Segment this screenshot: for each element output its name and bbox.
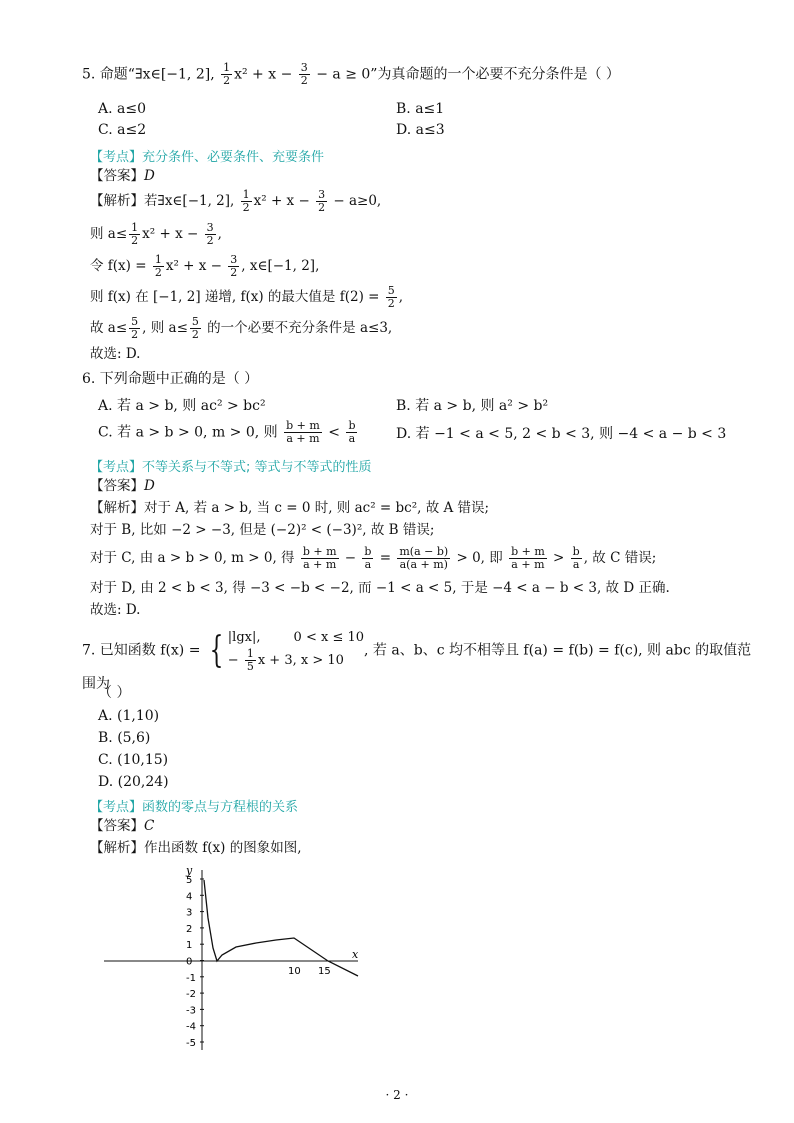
fraction-den: 2 [206,234,214,247]
jiexi-tag: 【解析】 [90,500,144,516]
q5-answer [90,166,155,186]
fraction-den: 2 [131,234,139,247]
fraction [245,648,256,673]
text: x² + x − [142,226,203,242]
text: , 故 C 错误; [583,550,657,566]
y-tick-label: 2 [186,923,193,935]
fraction-num: 1 [154,253,162,266]
fraction-den: a(a + m) [399,558,448,571]
answer-value: C [144,818,155,834]
y-tick-label: -5 [186,1038,196,1049]
fraction-den: a + m [303,558,337,571]
y-tick-label: 3 [186,907,193,919]
fraction [397,546,450,571]
text: 令 f(x) = [90,258,151,274]
case-1: |lgx|, 0 < x ≤ 10 [227,630,365,645]
q6-option-d: D. 若 −1 < a < 5, 2 < b < 3, 则 −4 < a − b < 3 [396,426,727,442]
jiexi-tag: 【解析】 [90,193,144,209]
q6-jiexi-line: 故选: D. [90,602,141,618]
fraction-den: 2 [300,74,308,87]
fraction-den: a + m [286,432,320,445]
fraction-num: b [364,545,372,558]
q6-option-a: A. 若 a > b, 则 ac² > bc² [98,398,266,414]
fraction-num: b + m [511,545,545,558]
text: 的一个必要不充分条件是 a≤3, [202,320,393,336]
fraction-den: a + m [511,558,545,571]
fraction-num: 5 [191,315,199,328]
text: 则 a≤ [90,226,128,242]
fraction-den: a [364,558,372,571]
q6-jiexi-line: 对于 B, 比如 −2 > −3, 但是 (−2)² < (−3)², 故 B 错误; [90,522,435,538]
q6-option-b: B. 若 a > b, 则 a² > b² [396,398,549,414]
brace: { [209,629,224,671]
q5-jiexi-line [90,189,381,214]
q5-stem [82,62,762,87]
q7-answer [90,816,154,836]
fraction-num: 3 [300,61,308,74]
answer-tag: 【答案】 [90,168,144,184]
fraction [205,222,216,247]
text: , x∈[−1, 2], [241,258,320,274]
text: − [340,550,361,566]
kaodian-text: 充分条件、必要条件、充要条件 [142,150,325,165]
answer-tag: 【答案】 [90,818,144,834]
jiexi-tag: 【解析】 [90,840,144,856]
text: , [217,226,222,242]
fraction-den: 2 [318,201,326,214]
fraction-num: b [572,545,580,558]
fraction [571,546,582,571]
fraction [129,316,140,341]
y-tick-label: 0 [186,956,193,968]
q7-jiexi-line [90,838,302,858]
q6-stem: 6. 下列命题中正确的是（ ） [82,371,259,387]
y-tick-label: 5 [186,875,193,886]
text: − a≥0, [329,193,382,209]
q5-option-c: C. a≤2 [98,122,147,138]
function-curve [204,880,358,976]
q6-jiexi-line [90,546,656,571]
piecewise-cases [228,628,364,673]
fraction [386,285,397,310]
q6-kaodian [90,456,372,475]
kaodian-tag: 【考点】 [90,800,143,815]
q6-jiexi-line: 对于 D, 由 2 < b < 3, 得 −3 < −b < −2, 而 −1 < a < 5, 于是 −4 < a − b < 3, 故 D 正确. [90,580,670,596]
page-number: · 2 · [385,1088,409,1102]
q6-answer [90,476,155,496]
fraction [316,189,327,214]
answer-tag: 【答案】 [90,478,144,494]
q7-option-d: D. (20,24) [98,774,169,790]
x-axis-label: x [352,948,359,961]
q5-jiexi-line: 故选: D. [90,346,141,362]
fraction [284,420,322,445]
fraction [129,222,140,247]
fraction-den: 2 [223,74,231,87]
fraction-num: 1 [242,188,250,201]
fraction-den: 2 [230,266,238,279]
q5-stem-text: x² + x − [234,66,297,83]
text: 对于 A, 若 a > b, 当 c = 0 时, 则 ac² = bc², 故 A 错误; [144,500,490,516]
fraction-num: b + m [302,545,337,558]
kaodian-text: 函数的零点与方程根的关系 [142,800,299,815]
fraction-num: 3 [206,221,214,234]
fraction-num: 1 [223,61,231,74]
text: > 0, 即 [452,550,508,566]
fraction-num: 3 [318,188,326,201]
text: = [375,550,396,566]
text: 作出函数 f(x) 的图象如图, [144,840,302,856]
fraction-num: m(a − b) [399,545,449,558]
fraction [362,546,373,571]
fraction-den: 2 [191,328,199,341]
fraction-num: 1 [131,221,139,234]
text: 对于 C, 由 a > b > 0, m > 0, 得 [90,550,299,566]
q5-jiexi-line [90,316,392,341]
q7-paren: （ ） [98,685,131,701]
text: 故 a≤ [90,320,128,336]
fraction-num: 5 [387,284,395,297]
q5-kaodian [90,146,324,165]
kaodian-tag: 【考点】 [90,460,143,475]
kaodian-text: 不等关系与不等式; 等式与不等式的性质 [142,460,372,475]
y-ticks [186,875,204,1049]
q7-option-a: A. (1,10) [98,708,160,724]
text: , [398,289,404,305]
fraction-num: 1 [246,647,254,660]
q5-option-b: B. a≤1 [396,101,445,117]
kaodian-tag: 【考点】 [90,150,143,165]
fraction-den: a [572,558,580,571]
text: x² + x − [165,258,227,274]
fraction [153,254,164,279]
fraction [301,546,339,571]
text: 7. 已知函数 f(x) = [82,642,205,659]
case-2 [228,648,364,673]
y-tick-label: -2 [186,989,196,1001]
q5-jiexi-line [90,285,403,310]
fraction-num: b + m [286,419,320,432]
text: 若∃x∈[−1, 2], [144,193,239,209]
q7-option-b: B. (5,6) [98,730,151,746]
answer-value: D [144,168,155,184]
q5-option-d: D. a≤3 [396,122,445,138]
y-tick-label: -1 [186,972,196,984]
q6-option-c [98,420,359,445]
fraction-den: 2 [154,266,162,279]
function-graph [96,858,376,1058]
q6-jiexi-line [90,498,489,518]
fraction [299,62,310,87]
q5-jiexi-line [90,222,222,247]
fraction-num: b [348,419,356,432]
y-tick-label: -4 [186,1021,196,1033]
y-axis-label: y [186,864,193,877]
fraction-den: 2 [131,328,139,341]
text: x² + x − [253,193,315,209]
x-tick-label: 10 [288,966,301,977]
fraction [509,546,547,571]
answer-value: D [144,478,155,494]
text: < [323,424,345,441]
text: , 若 a、b、c 均不相等且 f(a) = f(b) = f(c), 则 abc 的取值范围为 [82,642,752,692]
fraction [346,420,357,445]
fraction-den: 5 [246,660,254,673]
fraction [221,62,232,87]
y-tick-label: -3 [186,1005,196,1017]
y-tick-label: 4 [186,891,193,903]
q5-stem-text: x∈[−1, 2], [142,66,220,83]
text: x + 3, x > 10 [257,653,344,668]
text: 则 f(x) 在 [−1, 2] 递增, f(x) 的最大值是 f(2) = [90,289,384,305]
fraction [190,316,201,341]
q5-stem-text: − a ≥ 0”为真命题的一个必要不充分条件是（ ） [311,66,620,83]
text: , 则 a≤ [142,320,188,336]
fraction-den: 2 [387,297,395,310]
text: − [227,653,243,668]
q5-stem-text: 5. 命题“∃ [82,66,143,83]
x-tick-label: 15 [318,966,331,977]
q5-jiexi-line [90,254,319,279]
q7-option-c: C. (10,15) [98,752,169,768]
fraction [228,254,239,279]
fraction-den: a [348,432,356,445]
text: > [548,550,569,566]
fraction [241,189,252,214]
y-tick-label: 1 [186,940,193,952]
fraction-num: 5 [131,315,139,328]
text: C. 若 a > b > 0, m > 0, 则 [98,424,283,441]
q5-option-a: A. a≤0 [98,101,146,117]
fraction-den: 2 [242,201,250,214]
q7-kaodian [90,796,298,815]
fraction-num: 3 [230,253,238,266]
